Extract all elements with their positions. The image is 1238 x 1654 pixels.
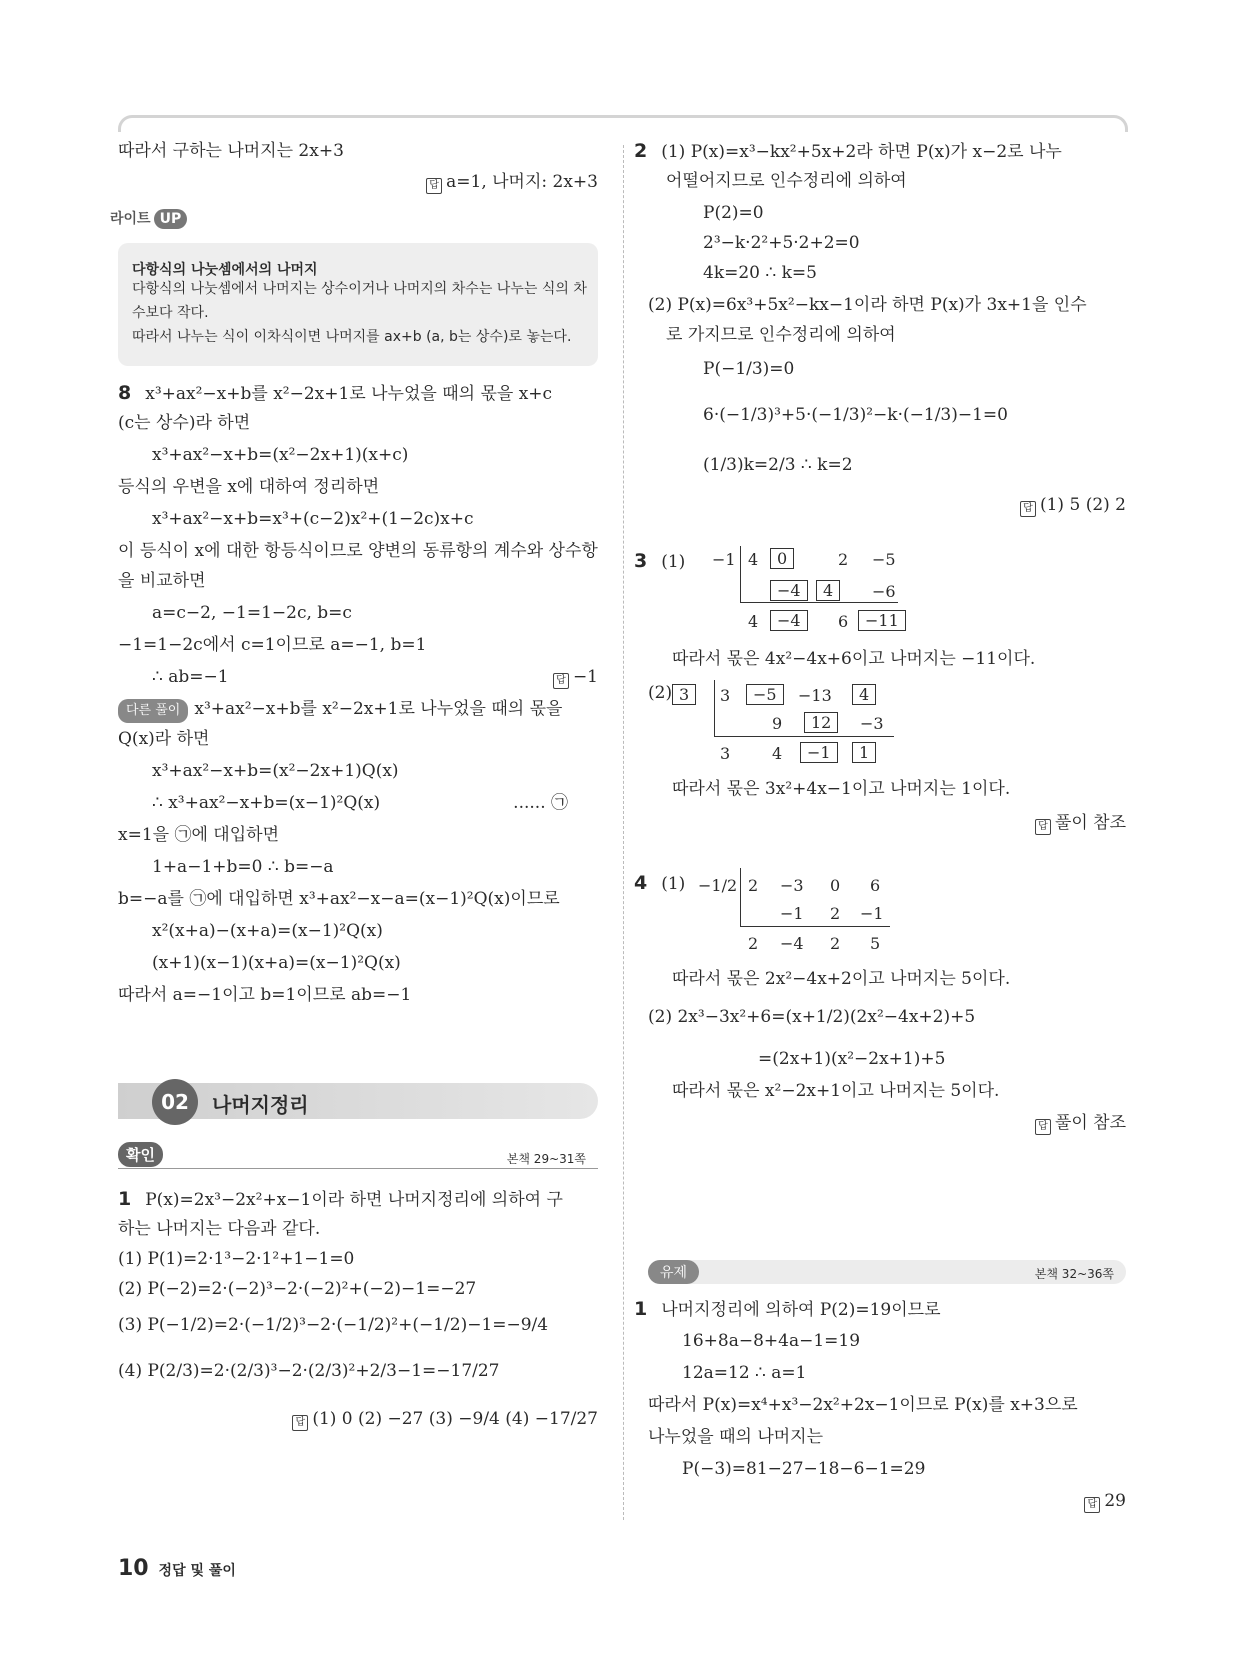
remainder-line: 따라서 구하는 나머지는 2x+3 — [118, 141, 344, 161]
problem-line: (2) P(x)=6x³+5x²−kx−1이라 하면 P(x)가 3x+1을 인수 — [648, 295, 1087, 315]
problem-4-label: 4 (1) — [634, 872, 686, 894]
problem-line: 등식의 우변을 x에 대하여 정리하면 — [118, 477, 380, 497]
problem-line: (c는 상수)라 하면 — [118, 413, 251, 433]
section-header — [118, 1083, 598, 1119]
page-footer — [118, 1556, 236, 1581]
conclusion-line: 따라서 몫은 4x²−4x+6이고 나머지는 −11이다. — [672, 649, 1036, 669]
part-label: (2) — [648, 683, 673, 703]
answer-icon: 답 — [553, 673, 569, 689]
problem-1-line: 1 P(x)=2x³−2x²+x−1이라 하면 나머지정리에 의하여 구 — [118, 1188, 563, 1210]
divisor: −1 — [712, 550, 736, 569]
problem-line: x=1을 ㉠에 대입하면 — [118, 825, 279, 845]
division-vertical — [740, 868, 741, 926]
equation-line: 4k=20 ∴ k=5 — [703, 263, 817, 283]
problem-line: −1=1−2c에서 c=1이므로 a=−1, b=1 — [118, 635, 427, 655]
answer-line: 답 (1) 0 (2) −27 (3) −9/4 (4) −17/27 — [292, 1408, 598, 1431]
equation-line: x³+ax²−x+b=(x²−2x+1)Q(x) — [152, 761, 399, 781]
division-horizontal — [740, 602, 898, 603]
equation-line: =(2x+1)(x²−2x+1)+5 — [758, 1049, 946, 1069]
answer-line: 답 풀이 참조 — [1035, 1112, 1126, 1135]
answer-icon: 답 — [1035, 819, 1051, 835]
problem-8-line: 8 x³+ax²−x+b를 x²−2x+1로 나누었을 때의 몫을 x+c — [118, 382, 553, 404]
division-horizontal — [714, 736, 894, 737]
page-reference: 본책 29~31쪽 — [506, 1152, 586, 1166]
division-vertical — [714, 680, 715, 736]
answer-line: 답 풀이 참조 — [1035, 812, 1126, 835]
alt-solution-tag: 다른 풀이 — [118, 699, 188, 723]
section-number: 02 — [152, 1079, 198, 1125]
equation-line: a=c−2, −1=1−2c, b=c — [152, 603, 352, 623]
problem-line: b=−a를 ㉠에 대입하면 x³+ax²−x−a=(x−1)²Q(x)이므로 — [118, 889, 560, 909]
equation-line: x³+ax²−x+b=(x²−2x+1)(x+c) — [152, 445, 409, 465]
equation-line: x³+ax²−x+b=x³+(c−2)x²+(1−2c)x+c — [152, 509, 474, 529]
equation-line: P(2)=0 — [703, 203, 764, 223]
problem-line: 어떨어지므로 인수정리에 의하여 — [666, 171, 907, 191]
page-reference: 본책 32~36쪽 — [1034, 1267, 1114, 1281]
equation-line: ∴ ab=−1 — [152, 667, 229, 687]
problem-line: (4) P(2/3)=2·(2/3)³−2·(2/3)²+2/3−1=−17/27 — [118, 1361, 500, 1381]
check-tag: 확인 — [118, 1142, 163, 1167]
equation-line: 1+a−1+b=0 ∴ b=−a — [152, 857, 334, 877]
tip-heading: 다항식의 나눗셈에서의 나머지 — [132, 262, 318, 278]
check-header — [118, 1148, 598, 1169]
problem-3-label: 3 (1) — [634, 550, 686, 572]
answer-icon: 답 — [1084, 1497, 1100, 1513]
synthetic-division-3: −1/2 2 −3 0 6 −1 2 −1 2 −4 2 5 — [648, 864, 908, 954]
equation-line: 2³−k·2²+5·2+2=0 — [703, 233, 860, 253]
equation-line: ∴ x³+ax²−x+b=(x−1)²Q(x) — [152, 793, 381, 813]
column-divider — [623, 145, 624, 1520]
division-horizontal — [740, 926, 890, 927]
division-vertical — [740, 546, 741, 602]
divisor: −1/2 — [698, 876, 738, 895]
equation-line: x²(x+a)−(x+a)=(x−1)²Q(x) — [152, 921, 383, 941]
answer-line: 답 (1) 5 (2) 2 — [1020, 494, 1126, 517]
tip-box — [118, 243, 598, 366]
synthetic-division-1: −1 4 0 2 −5 −4 4 −6 4 −4 6 −11 — [648, 542, 908, 632]
problem-line: 하는 나머지는 다음과 같다. — [118, 1219, 321, 1239]
equation-line: (2) 2x³−3x²+6=(x+1/2)(2x²−4x+2)+5 — [648, 1007, 976, 1027]
answer-icon: 답 — [426, 178, 442, 194]
problem-line: Q(x)라 하면 — [118, 729, 210, 749]
equation-line: P(−3)=81−27−18−6−1=29 — [682, 1459, 926, 1479]
practice-header — [648, 1260, 1126, 1284]
footer-title: 정답 및 풀이 — [158, 1563, 236, 1579]
problem-line: 따라서 a=−1이고 b=1이므로 ab=−1 — [118, 985, 412, 1005]
problem-line: (2) P(−2)=2·(−2)³−2·(−2)²+(−2)−1=−27 — [118, 1279, 477, 1299]
answer-line: 답 a=1, 나머지: 2x+3 — [426, 171, 598, 194]
question-1-line: 1 나머지정리에 의하여 P(2)=19이므로 — [634, 1298, 941, 1320]
problem-2-line: 2 (1) P(x)=x³−kx²+5x+2라 하면 P(x)가 x−2로 나누 — [634, 140, 1062, 162]
equation-mark: ...... ㉠ — [513, 793, 568, 813]
equation-line: P(−1/3)=0 — [703, 359, 795, 379]
answer-icon: 답 — [1020, 501, 1036, 517]
problem-line: 따라서 P(x)=x⁴+x³−2x²+2x−1이므로 P(x)를 x+3으로 — [648, 1395, 1078, 1415]
tip-line: 수보다 작다. — [132, 305, 209, 321]
answer-icon: 답 — [292, 1415, 308, 1431]
divisor: 3 — [672, 684, 696, 705]
equation-line: 6·(−1/3)³+5·(−1/3)²−k·(−1/3)−1=0 — [703, 405, 1008, 425]
tip-tag: 라이트 UP — [110, 208, 187, 229]
answer-line: 답 −1 — [553, 666, 598, 689]
problem-line: 로 가지므로 인수정리에 의하여 — [666, 325, 896, 345]
answer-icon: 답 — [1035, 1119, 1051, 1135]
conclusion-line: 따라서 몫은 3x²+4x−1이고 나머지는 1이다. — [672, 779, 1011, 799]
alt-solution-line: 다른 풀이 x³+ax²−x+b를 x²−2x+1로 나누었을 때의 몫을 — [118, 698, 562, 723]
conclusion-line: 따라서 몫은 x²−2x+1이고 나머지는 5이다. — [672, 1081, 1000, 1101]
equation-line: 12a=12 ∴ a=1 — [682, 1363, 807, 1383]
problem-line: (3) P(−1/2)=2·(−1/2)³−2·(−1/2)²+(−1/2)−1=−9/4 — [118, 1315, 549, 1335]
section-title: 나머지정리 — [212, 1093, 309, 1117]
equation-line: (1/3)k=2/3 ∴ k=2 — [703, 455, 853, 475]
answer-line: 답 29 — [1084, 1490, 1126, 1513]
equation-line: 16+8a−8+4a−1=19 — [682, 1331, 861, 1351]
problem-line: 나누었을 때의 나머지는 — [648, 1427, 824, 1447]
page-number: 10 — [118, 1556, 149, 1581]
problem-line: 이 등식이 x에 대한 항등식이므로 양변의 동류항의 계수와 상수항 — [118, 541, 598, 561]
top-rule — [118, 115, 1128, 132]
tip-line: 다항식의 나눗셈에서 나머지는 상수이거나 나머지의 차수는 나누는 식의 차 — [132, 281, 587, 297]
equation-line: (x+1)(x−1)(x+a)=(x−1)²Q(x) — [152, 953, 401, 973]
practice-tag: 유제 — [648, 1260, 699, 1284]
tip-line: 따라서 나누는 식이 이차식이면 나머지를 ax+b (a, b는 상수)로 놓는다. — [132, 329, 572, 345]
problem-line: (1) P(1)=2·1³−2·1²+1−1=0 — [118, 1249, 355, 1269]
synthetic-division-2: 3 3 −5 −13 4 9 12 −3 3 4 −1 1 — [648, 674, 908, 764]
problem-line: 을 비교하면 — [118, 571, 206, 591]
conclusion-line: 따라서 몫은 2x²−4x+2이고 나머지는 5이다. — [672, 969, 1011, 989]
